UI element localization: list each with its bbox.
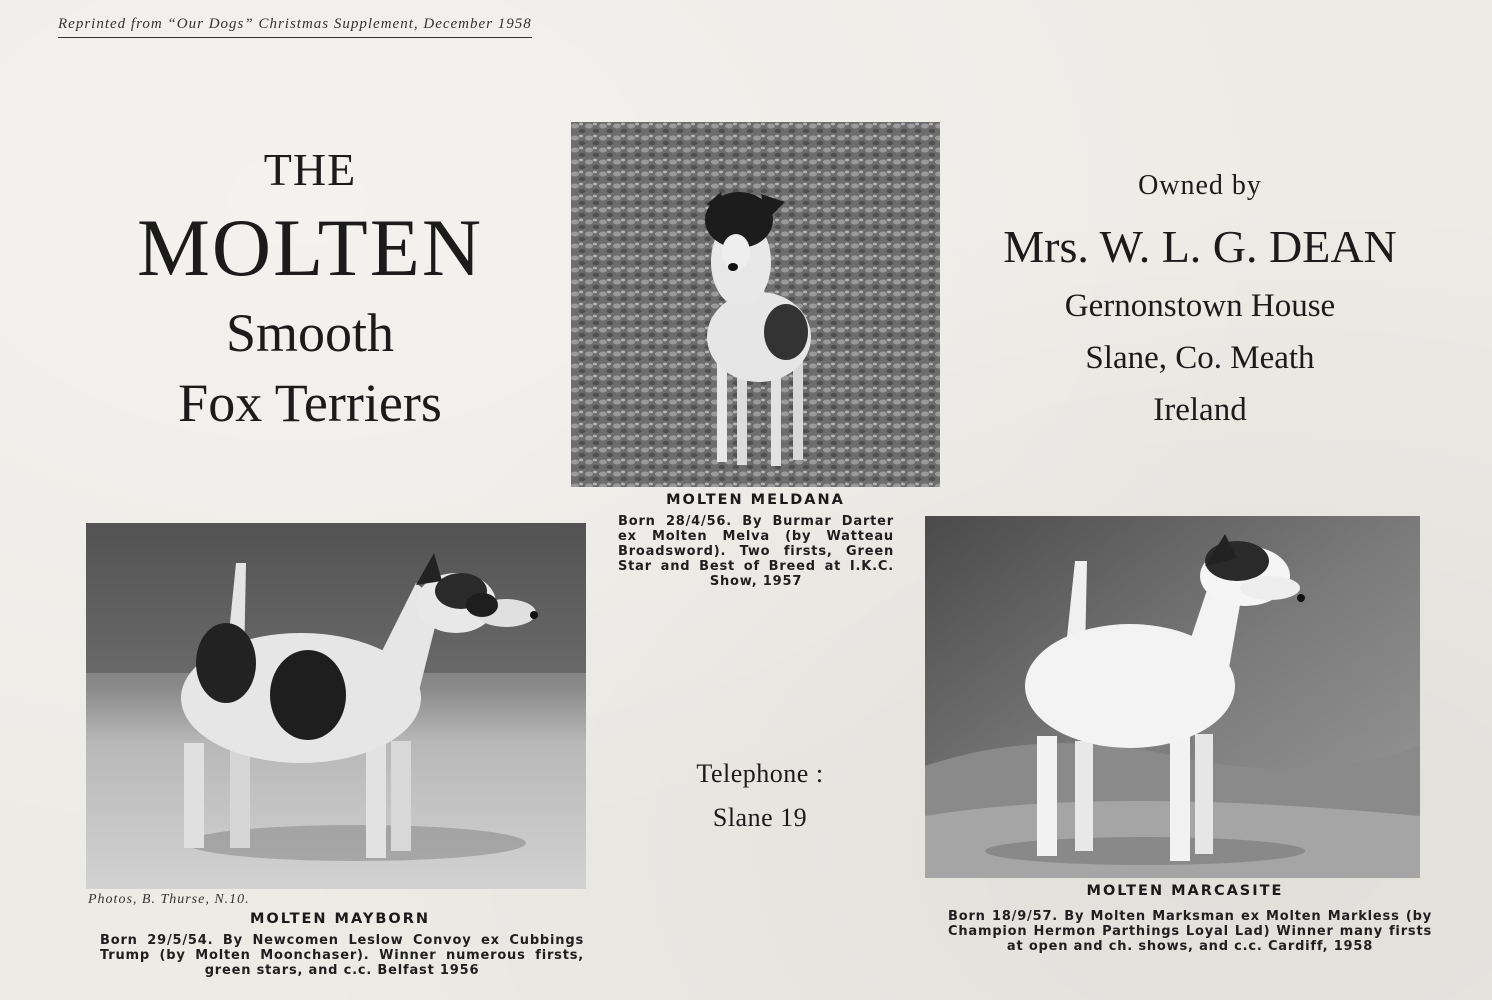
owner-name: Mrs. W. L. G. DEAN: [1003, 221, 1397, 272]
meldana-name: MOLTEN MELDANA: [666, 492, 845, 508]
title-the: THE: [263, 144, 357, 195]
owned-by-label: Owned by: [1138, 170, 1262, 201]
address-line-1: Gernonstown House: [1064, 288, 1336, 324]
title-smooth: Smooth: [225, 303, 395, 363]
kennel-title: [60, 140, 560, 438]
owner-block: [960, 166, 1440, 436]
telephone-block: [640, 752, 880, 840]
reprint-note: Reprinted from “Our Dogs” Christmas Supplement, December 1958: [58, 16, 532, 38]
photo-molten-mayborn: [86, 523, 586, 889]
marcasite-image: [925, 516, 1420, 878]
meldana-image: [571, 122, 940, 487]
address-line-3: Ireland: [1153, 392, 1247, 428]
mayborn-image: [86, 523, 586, 889]
telephone-label: Telephone :: [696, 759, 824, 788]
photo-molten-marcasite: [925, 516, 1420, 878]
photo-molten-meldana: [571, 122, 940, 487]
marcasite-name: MOLTEN MARCASITE: [1086, 883, 1284, 899]
marcasite-caption: Born 18/9/57. By Molten Marksman ex Molten Markless (by Champion Hermon Parthings Loyal Lad) Winner many firsts at open and ch. shows, and c.c. Cardiff, 1958: [948, 909, 1432, 954]
meldana-caption: Born 28/4/56. By Burmar Darter ex Molten Melva (by Watteau Broadsword). Two firsts, Green Star and Best of Breed at I.K.C. Show, 1957: [618, 514, 894, 589]
title-fox-terriers: Fox Terriers: [178, 373, 442, 433]
photo-credit: Photos, B. Thurse, N.10.: [88, 892, 250, 907]
mayborn-name: MOLTEN MAYBORN: [249, 911, 431, 927]
address-line-2: Slane, Co. Meath: [1085, 340, 1315, 376]
title-molten: MOLTEN: [136, 202, 484, 293]
mayborn-caption: Born 29/5/54. By Newcomen Leslow Convoy ex Cubbings Trump (by Molten Moonchaser). Winner numerous firsts, green stars, and c.c. Belfast 1956: [100, 933, 584, 978]
telephone-number: Slane 19: [712, 803, 808, 832]
